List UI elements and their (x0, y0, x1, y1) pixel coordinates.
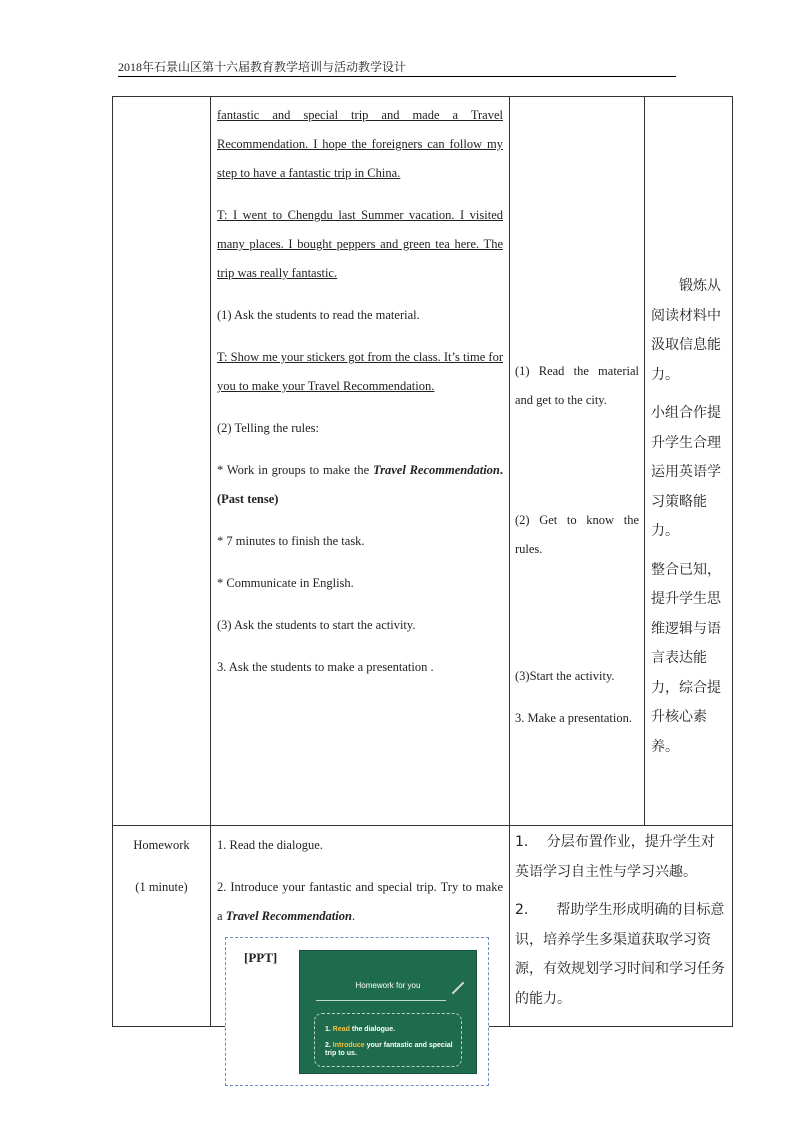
slide-divider (316, 1000, 446, 1001)
purpose-2: 小组合作提升学生合理运用英语学习策略能力。 (651, 405, 721, 539)
slide-item-1-rest: the dialogue. (349, 1026, 396, 1033)
student-step-4: 3. Make a presentation. (515, 711, 632, 725)
slide-item-1 (325, 1026, 457, 1034)
rule-2: * 7 minutes to finish the task. (217, 534, 365, 548)
lesson-plan-table (112, 96, 733, 1027)
slide-item-2 (325, 1042, 457, 1058)
homework-item-2-italic: Travel Recommendation (225, 909, 352, 923)
slide-item-1-highlight: Read (332, 1026, 350, 1033)
rule-1-italic: Travel Recommendation (372, 463, 500, 477)
purpose-3: 整合已知，提升学生思维逻辑与语言表达能力，综合提升核心素养。 (651, 561, 721, 755)
stage-cell-empty (113, 97, 211, 826)
homework-purpose-2: 2. 帮助学生形成明确的目标意识，培养学生多渠道获取学习资源，有效规划学习时间和学习任务的能力。 (515, 902, 725, 1007)
student-step-2: (2) Get to know the rules. (515, 513, 639, 556)
purpose-1: 锻炼从阅读材料中汲取信息能力。 (651, 278, 721, 383)
rule-1 (217, 456, 503, 514)
homework-item-2 (217, 873, 503, 931)
homework-purpose-1: 1. 分层布置作业，提升学生对英语学习自主性与学习兴趣。 (515, 834, 715, 880)
homework-label: Homework (133, 838, 190, 852)
rule-1-prefix: * Work in groups to make the (217, 463, 373, 477)
slide-item-1-num: 1. (325, 1026, 331, 1033)
slide-title: Homework for you (355, 981, 421, 990)
homework-time: (1 minute) (135, 880, 188, 894)
homework-stage-cell (113, 826, 211, 1027)
activity-row (113, 97, 733, 826)
slide-item-2-highlight: Introduce (332, 1042, 365, 1049)
document-header: 2018年石景山区第十六届教育教学培训与活动教学设计 (118, 60, 407, 74)
slide-item-2-num: 2. (325, 1042, 331, 1049)
homework-item-1: 1. Read the dialogue. (217, 838, 323, 852)
slide-item-2-rest: your fantastic and special trip to us. (325, 1042, 453, 1057)
student-activity-cell (510, 97, 645, 826)
teacher-example: T: I went to Chengdu last Summer vacation. I visited many places. I bought peppers and green tea here. The trip was really fantastic. (217, 208, 503, 280)
ppt-label: [PPT] (244, 950, 278, 965)
step-1: (1) Ask the students to read the material. (217, 308, 420, 322)
header-rule (118, 76, 676, 77)
ppt-frame (225, 937, 489, 1086)
homework-item-2-prefix: 2. Introduce your fantastic and special trip. Try to make a (217, 880, 503, 923)
slide-content-box (314, 1013, 462, 1067)
student-step-3: (3)Start the activity. (515, 669, 615, 683)
teacher-activity-cell (211, 97, 510, 826)
step-4: 3. Ask the students to make a presentation . (217, 660, 434, 674)
homework-slide-image (299, 950, 477, 1074)
student-step-1: (1) Read the material and get to the city. (515, 364, 639, 407)
rule-1-suffix: . (Past tense) (217, 463, 503, 506)
step-3: (3) Ask the students to start the activity. (217, 618, 416, 632)
homework-purpose-cell (510, 826, 733, 1027)
homework-item-2-suffix: . (351, 909, 356, 923)
step-2: (2) Telling the rules: (217, 421, 319, 435)
intro-text: fantastic and special trip and made a Travel Recommendation. I hope the foreigners can follow my step to have a fantastic trip in China. (217, 108, 503, 180)
teacher-instruction: T: Show me your stickers got from the class. It’s time for you to make your Travel Recommendation. (217, 350, 503, 393)
purpose-cell (645, 97, 733, 826)
rule-3: * Communicate in English. (217, 576, 354, 590)
